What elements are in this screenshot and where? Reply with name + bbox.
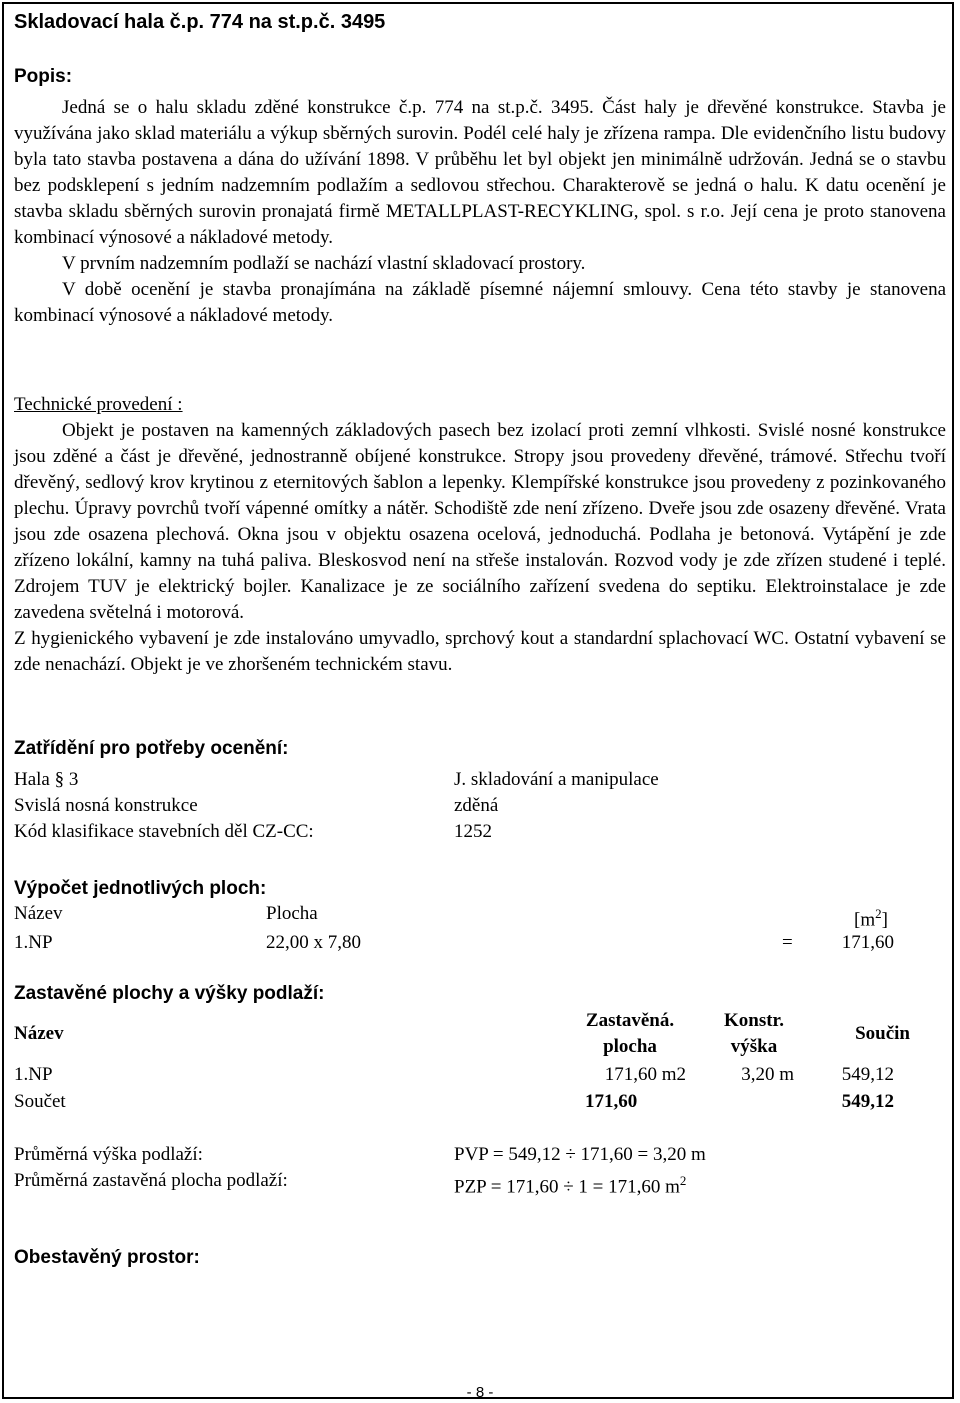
technicke-heading: Technické provedení : <box>14 394 183 415</box>
zastavene-heading: Zastavěné plochy a výšky podlaží: <box>14 983 325 1004</box>
page-number: - 8 - <box>466 1384 494 1401</box>
zatrideni-label: Svislá nosná konstrukce <box>14 795 198 816</box>
zastavene-col-soucin: Součin <box>855 1023 910 1044</box>
vypocet-col-unit: $[m^2]$ <box>854 906 888 931</box>
zastavene-soucin: 549,12 <box>841 1064 894 1085</box>
zastavene-plocha: 171,60 m2 <box>604 1064 686 1085</box>
technicke-paragraph: Objekt je postaven na kamenných základových pasech bez izolací proti zemní vlhkosti. Svislé nosné konstrukce jsou zděné a část je dřevěné, jednostranně obíjené konstrukce. Stropy jsou provedeny dřevěné, trámové. Střechu tvoří dřevěný, sedlový krov krytinou z eternitových šablon a lepenky. Klempířské konstrukce jsou provedeny z pozinkovaného plechu. Úpravy povrchů tvoří vápenné omítky a nátěr. Schodiště zde není zřízeno. Dveře jsou zde osazeny dřevěné. Vrata jsou zde osazena plechová. Okna jsou v objektu osazena ocelová, jednoduchá. Podlaha je betonová. Vytápění je zde zřízeno lokální, kamny na tuhá paliva. Bleskosvod není na střeše instalován. Rozvod vody je zde zřízen studené i teplé. Zdrojem TUV je elektrický bojler. Kanalizace je ze sociálního zařízení svedena do septiku. Elektroinstalace je zde zavedena světelná i motorová. <box>14 420 946 623</box>
zatrideni-row <box>14 767 946 793</box>
zastavene-nazev: 1.NP <box>14 1064 53 1085</box>
zastavene-total-row <box>14 1089 946 1115</box>
vypocet-header-row <box>14 901 946 931</box>
zastavene-col-plocha-1: Zastavěná. <box>585 1010 675 1031</box>
prumer-plocha-value: PZP = 171,60 ÷ 1 = 171,60 $m^2$ <box>454 1173 687 1198</box>
zastavene-col-nazev: Název <box>14 1023 64 1044</box>
technicke-text <box>14 418 946 678</box>
zastavene-total-nazev: Součet <box>14 1091 66 1112</box>
popis-paragraph: Jedná se o halu skladu zděné konstrukce č.p. 774 na st.p.č. 3495. Část haly je dřevěné konstrukce. Stavba je využívána jako sklad materiálu a výkup sběrných surovin. Podél celé haly je zřízena rampa. Dle evidenčního listu budovy byla tato stavba postavena a dána do užívání 1898. V průběhu let byl objekt jen minimálně udržován. Jedná se o stavbu bez podsklepení s jedním nadzemním podlažím a sedlovou střechou. Charakterově se jedná o halu. K datu ocenění je stavba skladu sběrných surovin pronajatá firmě METALLPLAST-RECYKLING, spol. s r.o. Její cena je proto stanovena kombinací výnosové a nákladové metody. <box>14 97 946 248</box>
zatrideni-value: zděná <box>454 795 499 816</box>
document-title: Skladovací hala č.p. 774 na st.p.č. 3495 <box>14 11 386 33</box>
vypocet-nazev: 1.NP <box>14 932 53 953</box>
vypocet-row <box>14 930 946 956</box>
zatrideni-value: 1252 <box>454 821 492 842</box>
vypocet-plocha: 22,00 x 7,80 <box>266 932 361 953</box>
zatrideni-row <box>14 819 946 845</box>
zastavene-col-plocha-2: plocha <box>603 1036 657 1057</box>
prumer-plocha-label: Průměrná zastavěná plocha podlaží: <box>14 1170 288 1191</box>
prumer-vyska-value: PVP = 549,12 ÷ 171,60 = 3,20 m <box>454 1144 706 1165</box>
zastavene-total-plocha: 171,60 <box>585 1091 638 1112</box>
prumer-vyska-label: Průměrná výška podlaží: <box>14 1144 203 1165</box>
popis-paragraph: V době ocenění je stavba pronajímána na základě písemné nájemní smlouvy. Cena této stavby je stanovena kombinací výnosové a nákladové metody. <box>14 279 946 326</box>
popis-paragraph: V prvním nadzemním podlaží se nachází vlastní skladovací prostory. <box>62 253 586 274</box>
vypocet-eq: = <box>782 932 793 953</box>
technicke-paragraph: Z hygienického vybavení je zde instalováno umyvadlo, sprchový kout a standardní splachovací WC. Ostatní vybavení se zde nenachází. Objekt je ve zhoršeném technickém stavu. <box>14 628 946 675</box>
zatrideni-label: Hala § 3 <box>14 769 79 790</box>
zastavene-vyska: 3,20 m <box>741 1064 794 1085</box>
zastavene-col-vyska-1: Konstr. <box>723 1010 784 1031</box>
zatrideni-heading: Zatřídění pro potřeby ocenění: <box>14 738 289 759</box>
zastavene-col-vyska-2: výška <box>730 1036 778 1057</box>
obestaveny-heading: Obestavěný prostor: <box>14 1247 200 1268</box>
vypocet-col-nazev: Název <box>14 903 63 924</box>
prumer-vyska-row <box>14 1142 946 1168</box>
zatrideni-value: J. skladování a manipulace <box>454 769 659 790</box>
vypocet-col-plocha: Plocha <box>266 903 318 924</box>
zatrideni-row <box>14 793 946 819</box>
zastavene-total-soucin: 549,12 <box>841 1091 894 1112</box>
prumer-plocha-row <box>14 1168 946 1198</box>
popis-text <box>14 95 946 329</box>
zatrideni-label: Kód klasifikace stavebních děl CZ-CC: <box>14 821 314 842</box>
vypocet-heading: Výpočet jednotlivých ploch: <box>14 878 267 899</box>
popis-heading: Popis: <box>14 66 73 87</box>
vypocet-value: 171,60 <box>841 932 894 953</box>
zastavene-row <box>14 1062 946 1088</box>
